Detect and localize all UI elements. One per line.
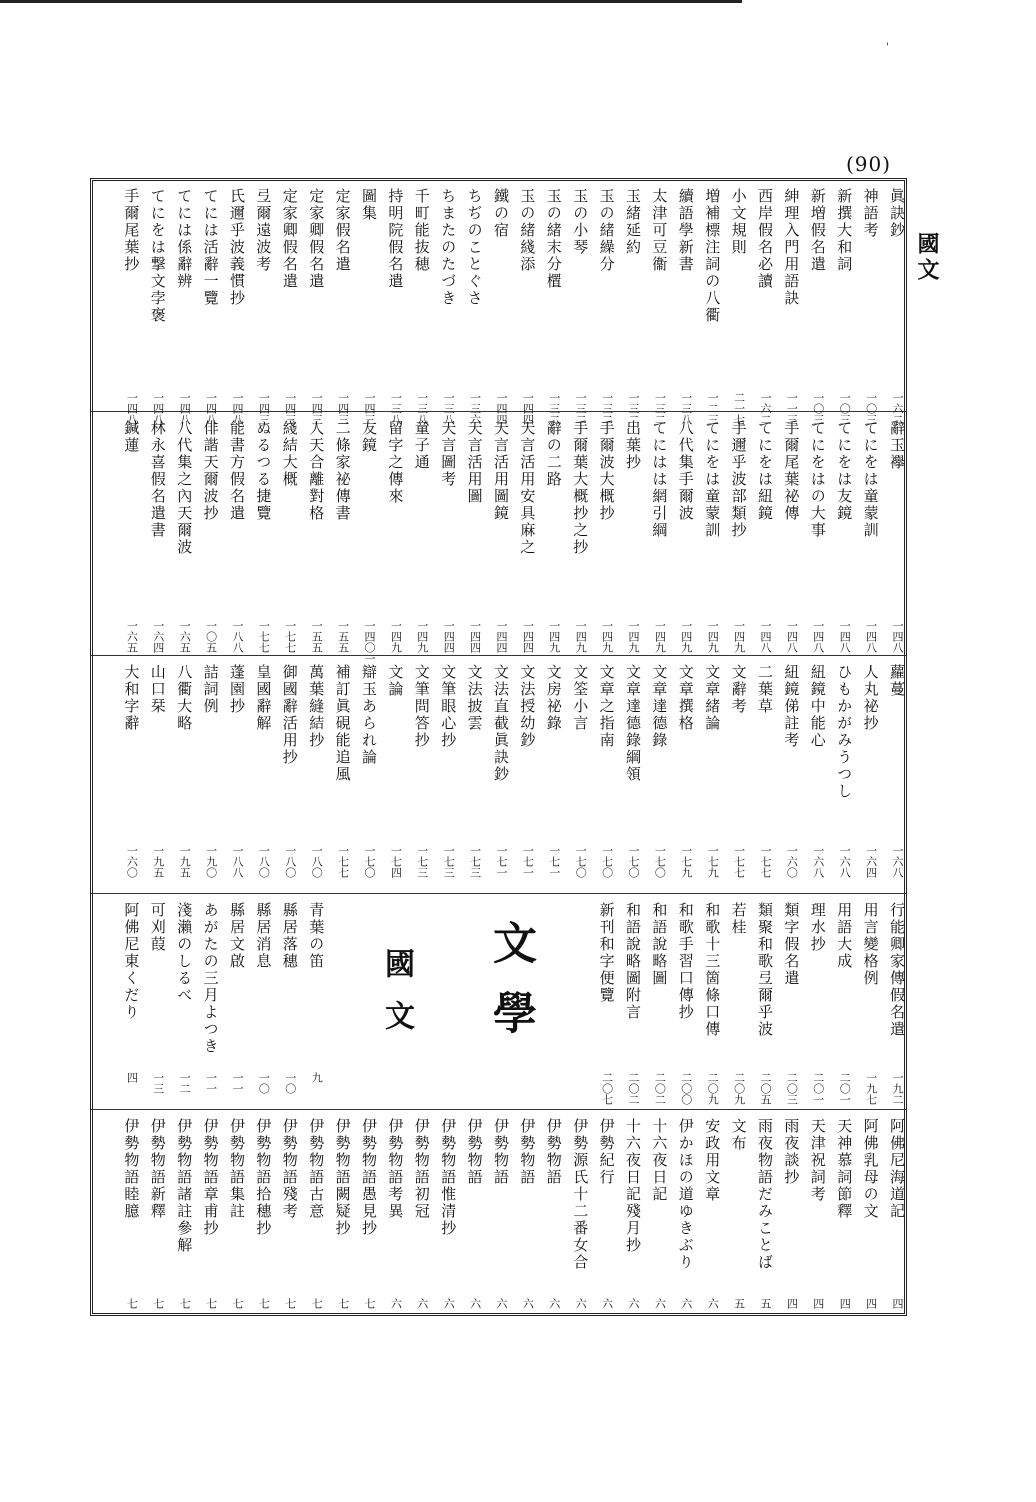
entry-title: 和語說略圖附言: [624, 902, 642, 1021]
entry-page-number: 一七一: [495, 845, 508, 878]
entry-title: 文房祕錄: [544, 664, 563, 732]
entry-page-number: 一七〇: [574, 845, 588, 878]
entry-page-number: 一四八: [838, 620, 852, 653]
entry-title: 伊勢源氏十二番女合: [571, 1118, 590, 1271]
entry-title: 伊勢物語章甫抄: [201, 1118, 220, 1237]
row-divider: [91, 1109, 906, 1110]
entry-page-number: 一一: [204, 1072, 218, 1094]
entry-title: 蓬園抄: [228, 664, 246, 715]
entry-page-number: 二〇三: [785, 1072, 799, 1105]
entry-page-number: 四: [838, 1298, 852, 1309]
entry-title: ちまたのたづき: [439, 188, 458, 307]
entry-page-number: 一四八: [864, 620, 878, 653]
entry-title: 二葉草: [756, 664, 774, 715]
entry-page-number: 四: [811, 1298, 825, 1309]
entry-title: 手爾尾葉抄: [122, 188, 141, 273]
entry-title: 文法授幼鈔: [518, 664, 537, 749]
entry-title: 伊勢物語闕疑抄: [333, 1118, 352, 1237]
entry-page-number: 一四三: [283, 392, 297, 425]
entry-title: 伊勢物語考異: [386, 1118, 405, 1220]
entry-title: 伊勢物語拾穗抄: [254, 1118, 273, 1237]
entry-page-number: 一四八: [178, 392, 192, 425]
entry-title: 鐵の宿: [492, 188, 510, 239]
entry-title: 天言活用安具麻之: [518, 420, 537, 556]
entry-title: 小文規則: [729, 188, 748, 256]
entry-page-number: 一四八: [811, 620, 825, 653]
section-subtitle: 國文: [379, 948, 414, 1052]
entry-title: 青葉の笛: [307, 902, 326, 970]
entry-title: 伊勢物語古意: [307, 1118, 326, 1220]
entry-page-number: 六: [600, 1298, 614, 1309]
entry-page-number: 一二: [178, 1072, 192, 1094]
entry-title: 留字之傳來: [386, 420, 405, 505]
entry-page-number: 七: [336, 1298, 350, 1309]
entry-title: 千町能抜穂: [412, 188, 431, 273]
entry-page-number: 一七七: [283, 620, 297, 653]
entry-title: 玉の緒繰分: [597, 188, 616, 273]
entry-title: 手邇乎波部類抄: [729, 420, 748, 539]
entry-title: 蘿蔓: [888, 664, 906, 698]
entry-page-number: 一四九: [627, 620, 640, 653]
entry-title: 伊勢物語殘考: [280, 1118, 299, 1220]
entry-title: 玉の緒綫添: [518, 188, 537, 273]
entry-title: 伊かほの道ゆきぶり: [676, 1118, 695, 1271]
entry-page-number: 一四九: [600, 620, 614, 653]
entry-page-number: 四: [785, 1298, 799, 1309]
entry-title: 友鏡: [360, 420, 378, 454]
entry-page-number: 六: [706, 1298, 720, 1309]
entry-title: 紳理入門用語訣: [782, 188, 801, 307]
entry-title: 皇國辭解: [254, 664, 273, 732]
entry-title: 若桂: [729, 902, 748, 936]
entry-title: 詰詞例: [201, 664, 220, 715]
entry-title: 阿佛乳母の文: [861, 1118, 880, 1220]
entry-page-number: 一四四: [521, 620, 535, 653]
entry-page-number: 七: [363, 1298, 376, 1309]
entry-title: 文法直截眞訣鈔: [492, 664, 510, 783]
entry-title: 玉の緒末分㯰: [544, 188, 563, 290]
entry-page-number: 一六〇: [785, 845, 799, 878]
entry-title: 八代集手爾波: [676, 420, 695, 522]
entry-title: 可刈葭: [148, 902, 167, 953]
entry-title: 神語考: [861, 188, 880, 239]
entry-page-number: 一六八: [811, 845, 825, 878]
entry-title: 定家卿假名遣: [307, 188, 326, 290]
entry-page-number: 一四八: [231, 392, 244, 425]
entry-title: 圖集: [360, 188, 378, 222]
entry-title: 天言活用圖鏡: [492, 420, 510, 522]
entry-title: 人天合離對格: [307, 420, 326, 522]
entry-page-number: 一三八: [679, 392, 693, 425]
entry-title: 補訂眞硯能追風: [333, 664, 352, 783]
entry-page-number: 一九二: [891, 1072, 904, 1105]
entry-title: 十六夜日記殘月抄: [624, 1118, 642, 1254]
entry-page-number: 一四八: [759, 620, 772, 653]
entry-title: 伊勢物語: [518, 1118, 537, 1186]
entry-title: 阿佛尼海道記: [888, 1118, 906, 1220]
entry-page-number: 一七三: [442, 845, 456, 878]
entry-page-number: 一四三: [363, 392, 376, 425]
entry-page-number: 一四八: [125, 392, 139, 425]
entry-page-number: 一〇三: [838, 392, 852, 425]
entry-page-number: 一三六: [468, 392, 482, 425]
entry-page-number: 一八八: [231, 845, 244, 878]
section-title: 文學: [485, 920, 536, 1060]
entry-title: 天神慕詞節釋: [835, 1118, 854, 1220]
entry-title: てにをは童蒙訓: [703, 420, 722, 539]
entry-page-number: 一七一: [521, 845, 535, 878]
entry-title: 伊勢紀行: [597, 1118, 616, 1186]
entry-page-number: 一七七: [759, 845, 772, 878]
entry-page-number: 一六八: [838, 845, 852, 878]
entry-title: 伊勢物語: [544, 1118, 563, 1186]
entry-title: 縣居落穗: [280, 902, 299, 970]
entry-title: 紐鏡中能心: [808, 664, 827, 749]
entry-page-number: 一三八: [389, 392, 403, 425]
entry-title: 文論: [386, 664, 405, 698]
entry-title: 安政用文章: [703, 1118, 722, 1203]
entry-page-number: 一四四: [468, 620, 482, 653]
entry-title: 俳諧天爾波抄: [201, 420, 220, 522]
entry-page-number: 二〇二: [627, 1072, 640, 1105]
entry-title: 伊勢物語諸註參解: [175, 1118, 194, 1254]
entry-page-number: 一三二: [574, 392, 588, 425]
entry-page-number: 一四八: [891, 620, 904, 653]
entry-page-number: 一四九: [653, 620, 667, 653]
entry-title: 伊勢物語初冠: [412, 1118, 431, 1220]
entry-page-number: 一四三: [257, 392, 271, 425]
entry-page-number: 一六二: [759, 392, 772, 425]
entry-page-number: 一七七: [257, 620, 271, 653]
entry-page-number: 一三二: [653, 392, 667, 425]
entry-title: 西岸假名必讀: [756, 188, 774, 290]
entry-page-number: 一四四: [521, 392, 535, 425]
entry-page-number: 一六二: [891, 392, 904, 425]
entry-page-number: 四: [891, 1298, 904, 1309]
entry-title: ひもかがみうつし: [835, 664, 854, 800]
entry-title: 八代集之內天爾波: [175, 420, 194, 556]
entry-title: 縣居文啟: [228, 902, 246, 970]
entry-page-number: 一一三: [785, 392, 799, 425]
entry-page-number: 五: [732, 1298, 746, 1309]
entry-page-number: 一六五: [178, 620, 192, 653]
entry-title: 御國辭活用抄: [280, 664, 299, 766]
entry-page-number: 一九七: [864, 1072, 878, 1105]
entry-title: 文章之指南: [597, 664, 616, 749]
entry-page-number: 一七三: [468, 845, 482, 878]
entry-page-number: 一〇: [257, 1072, 271, 1094]
entry-page-number: 一七〇: [363, 845, 376, 878]
entry-page-number: 一七九: [679, 845, 693, 878]
entry-page-number: 四: [864, 1298, 878, 1309]
entry-page-number: 一〇: [283, 1072, 297, 1094]
entry-page-number: 二〇二: [653, 1072, 667, 1105]
entry-page-number: 六: [442, 1298, 456, 1309]
entry-page-number: 二一七: [732, 392, 746, 425]
entry-page-number: 二〇九: [706, 1072, 720, 1105]
entry-title: 能書方假名遣: [228, 420, 246, 522]
entry-page-number: 六: [627, 1298, 640, 1309]
entry-page-number: 一四九: [547, 620, 561, 653]
entry-title: 文章達德錄: [650, 664, 669, 749]
entry-page-number: 一七〇: [653, 845, 667, 878]
entry-page-number: 一四九: [732, 620, 746, 653]
entry-page-number: 一四九: [574, 620, 588, 653]
entry-title: てにをは童蒙訓: [861, 420, 880, 539]
entry-page-number: 一〇三: [864, 392, 878, 425]
entry-page-number: 一四八: [151, 392, 165, 425]
entry-page-number: 二〇〇: [679, 1072, 693, 1105]
entry-title: 天津祝詞考: [808, 1118, 827, 1203]
entry-title: 和歌十三箇條口傳: [703, 902, 722, 1038]
entry-title: 伊勢物語集註: [228, 1118, 246, 1220]
entry-page-number: 七: [204, 1298, 218, 1309]
entry-page-number: 一七一: [547, 845, 561, 878]
entry-title: 類字假名遣: [782, 902, 801, 987]
entry-page-number: 一六四: [864, 845, 878, 878]
entry-page-number: 七: [231, 1298, 244, 1309]
entry-title: 人丸祕抄: [861, 664, 880, 732]
entry-page-number: 一四三: [336, 392, 350, 425]
entry-page-number: 二〇七: [600, 1072, 614, 1105]
entry-page-number: 一六四: [151, 620, 165, 653]
entry-title: 萬葉縫結抄: [307, 664, 326, 749]
entry-title: 阿佛尼東くだり: [122, 902, 141, 1021]
entry-title: 理水抄: [808, 902, 827, 953]
entry-title: 綫結大概: [280, 420, 299, 488]
entry-title: 眞訣鈔: [888, 188, 906, 239]
entry-title: 童子通: [412, 420, 431, 471]
entry-title: 文章撰格: [676, 664, 695, 732]
entry-title: 天言圖考: [439, 420, 458, 488]
entry-title: 伊勢物語: [492, 1118, 510, 1186]
entry-page-number: 一五五: [310, 620, 324, 653]
page-number: (90): [846, 152, 892, 176]
entry-title: 辭の二路: [544, 420, 563, 488]
entry-title: 出葉抄: [624, 420, 642, 471]
entry-page-number: 一四四: [442, 620, 456, 653]
entry-title: 弖爾遠波考: [254, 188, 273, 273]
entry-page-number: 一〇五: [204, 620, 218, 653]
entry-page-number: 七: [257, 1298, 271, 1309]
row-divider: [91, 655, 906, 656]
entry-title: 紐鏡俤註考: [782, 664, 801, 749]
entry-page-number: 七: [310, 1298, 324, 1309]
top-rule: [0, 0, 742, 3]
entry-page-number: 七: [125, 1298, 139, 1309]
entry-title: 鍼蓮: [122, 420, 141, 454]
entry-title: てにをは友鏡: [835, 420, 854, 522]
entry-title: 文筆眼心抄: [439, 664, 458, 749]
entry-page-number: 一四三: [310, 392, 324, 425]
entry-page-number: 一四九: [389, 620, 403, 653]
entry-title: ちぢのことぐさ: [465, 188, 484, 307]
entry-page-number: 一九五: [151, 845, 165, 878]
entry-page-number: 七: [283, 1298, 297, 1309]
entry-page-number: 一八八: [231, 620, 244, 653]
entry-page-number: 六: [547, 1298, 561, 1309]
entry-page-number: 二〇九: [732, 1072, 746, 1105]
margin-mark: ': [886, 42, 889, 53]
entry-title: 天言活用圖: [465, 420, 484, 505]
entry-page-number: 一一: [231, 1072, 244, 1094]
entry-title: 林永喜假名遣書: [148, 420, 167, 539]
entry-page-number: 七: [178, 1298, 192, 1309]
entry-title: あがたの三月よつき: [201, 902, 220, 1055]
entry-title: 大和字辭: [122, 664, 141, 732]
entry-page-number: 九: [310, 1072, 324, 1083]
entry-title: 手爾波大概抄: [597, 420, 616, 522]
entry-page-number: 五: [759, 1298, 772, 1309]
entry-title: てにをは撃文孛褒: [148, 188, 167, 324]
entry-title: 用言變格例: [861, 902, 880, 987]
entry-page-number: 一三: [151, 1072, 165, 1094]
entry-page-number: 一八〇: [257, 845, 271, 878]
entry-page-number: 一三二: [547, 392, 561, 425]
entry-page-number: 一四〇一: [363, 620, 376, 664]
entry-title: 持明院假名遣: [386, 188, 405, 290]
entry-title: てにはは網引綱: [650, 420, 669, 539]
entry-page-number: 一九〇: [204, 845, 218, 878]
entry-page-number: 六: [389, 1298, 403, 1309]
entry-title: 續語學新書: [676, 188, 695, 273]
entry-title: 文章緒論: [703, 664, 722, 732]
entry-page-number: 一六五: [125, 620, 139, 653]
entry-title: 辯玉あられ論: [360, 664, 378, 766]
entry-page-number: 一三二: [600, 392, 614, 425]
entry-page-number: 一七七: [732, 845, 746, 878]
entry-title: 伊勢物語新釋: [148, 1118, 167, 1220]
entry-page-number: 一八〇: [310, 845, 324, 878]
entry-title: 伊勢物語惟清抄: [439, 1118, 458, 1237]
entry-title: 玉の小琴: [571, 188, 590, 256]
entry-title: 文布: [729, 1118, 748, 1152]
entry-page-number: 六: [574, 1298, 588, 1309]
entry-page-number: 四: [125, 1072, 139, 1083]
entry-title: 雨夜物語だみことば: [756, 1118, 774, 1271]
entry-title: 伊勢物語: [465, 1118, 484, 1186]
entry-title: 文辭考: [729, 664, 748, 715]
entry-title: ぬるつる捷覽: [254, 420, 273, 522]
entry-title: 定家假名遣: [333, 188, 352, 273]
entry-title: てにをは紐鏡: [756, 420, 774, 522]
entry-title: 新刊和字便覽: [597, 902, 616, 1004]
entry-page-number: 一七九: [706, 845, 720, 878]
entry-page-number: 六: [468, 1298, 482, 1309]
entry-page-number: 六: [415, 1298, 429, 1309]
entry-page-number: 一三二: [627, 392, 640, 425]
entry-page-number: 一四四: [495, 392, 508, 425]
entry-page-number: 七: [151, 1298, 165, 1309]
entry-title: 新撰大和詞: [835, 188, 854, 273]
entry-title: 定家卿假名遣: [280, 188, 299, 290]
entry-page-number: 一七〇: [627, 845, 640, 878]
entry-page-number: 一七四: [389, 845, 403, 878]
entry-page-number: 一四八: [785, 620, 799, 653]
entry-page-number: 一六八: [891, 845, 904, 878]
entry-title: 十六夜日記: [650, 1118, 669, 1203]
row-divider: [91, 893, 906, 894]
entry-page-number: 一七〇: [600, 845, 614, 878]
entry-page-number: 六: [495, 1298, 508, 1309]
entry-title: 行能卿家傳假名遣: [888, 902, 906, 1038]
entry-page-number: 一四四: [495, 620, 508, 653]
entry-title: 伊勢物語睦臆: [122, 1118, 141, 1220]
entry-page-number: 六: [653, 1298, 667, 1309]
entry-title: 雨夜談抄: [782, 1118, 801, 1186]
entry-page-number: 一四九: [415, 620, 429, 653]
entry-page-number: 一四九: [679, 620, 693, 653]
category-tab: 國文: [914, 232, 940, 284]
entry-page-number: 一五五: [336, 620, 350, 653]
entry-title: 文法披雲: [465, 664, 484, 732]
entry-title: 縣居消息: [254, 902, 273, 970]
entry-title: 和歌手習口傳抄: [676, 902, 695, 1021]
entry-page-number: 一六〇: [125, 845, 139, 878]
entry-title: 二條家祕傳書: [333, 420, 352, 522]
entry-title: 伊勢物語愚見抄: [360, 1118, 378, 1237]
entry-page-number: 一三八: [415, 392, 429, 425]
entry-title: 手爾尾葉祕傳: [782, 420, 801, 522]
entry-page-number: 一二三: [706, 392, 720, 425]
entry-title: 文筆問答抄: [412, 664, 431, 749]
entry-title: 淺瀨のしるべ: [175, 902, 194, 1004]
entry-page-number: 一三八: [442, 392, 456, 425]
entry-page-number: 二〇一: [811, 1072, 825, 1105]
entry-page-number: 一八〇: [283, 845, 297, 878]
entry-title: 山口栞: [148, 664, 167, 715]
entry-title: 太津可豆衞: [650, 188, 669, 273]
entry-page-number: 一四八: [204, 392, 218, 425]
entry-title: 文章達德錄綱領: [624, 664, 642, 783]
entry-title: 八衢大略: [175, 664, 194, 732]
entry-title: てには係辭辨: [175, 188, 194, 290]
entry-page-number: 一七三: [415, 845, 429, 878]
entry-title: 類聚和歌弖爾乎波: [756, 902, 774, 1038]
entry-title: 玉緒延約: [624, 188, 642, 256]
entry-title: 文筌小言: [571, 664, 590, 732]
entry-page-number: 一七七: [336, 845, 350, 878]
entry-title: 増補標注詞の八衢: [703, 188, 722, 324]
entry-title: 新増假名遣: [808, 188, 827, 273]
entry-title: 和語說略圖: [650, 902, 669, 987]
entry-title: 氏邇乎波義慣抄: [228, 188, 246, 307]
entry-page-number: 一九五: [178, 845, 192, 878]
entry-title: 辭玉襷: [888, 420, 906, 471]
entry-title: 用語大成: [835, 902, 854, 970]
entry-page-number: 二〇一: [838, 1072, 852, 1105]
entry-page-number: 一四九: [706, 620, 720, 653]
entry-page-number: 六: [679, 1298, 693, 1309]
entry-title: てには活辭一覽: [201, 188, 220, 307]
entry-title: てにをはの大事: [808, 420, 827, 539]
entry-page-number: 一〇三: [811, 392, 825, 425]
entry-page-number: 六: [521, 1298, 535, 1309]
entry-title: 手爾葉大概抄之抄: [571, 420, 590, 556]
entry-page-number: 二〇五: [759, 1072, 772, 1105]
